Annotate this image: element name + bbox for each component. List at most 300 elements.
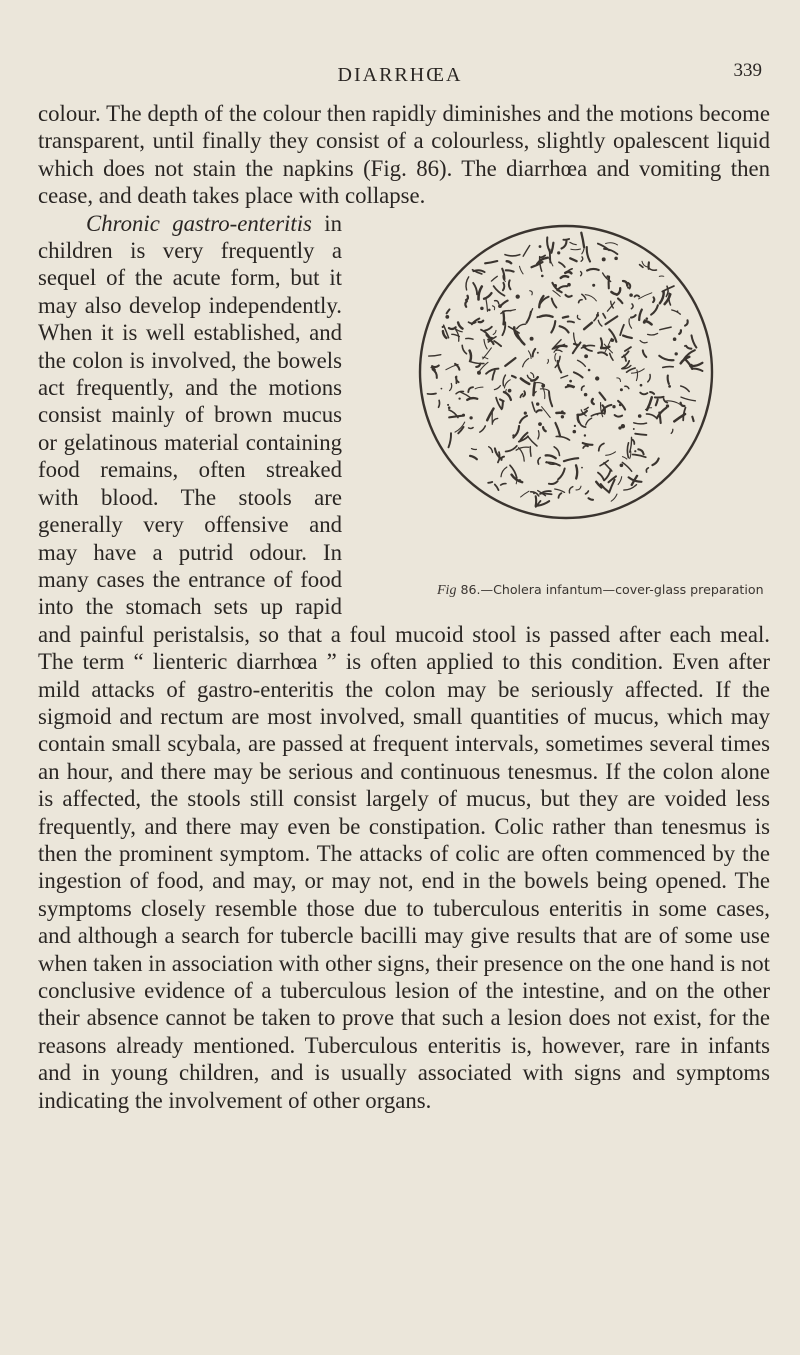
bacillus-mark xyxy=(546,455,556,458)
bacillus-mark xyxy=(551,242,553,252)
bacillus-mark xyxy=(534,383,535,395)
bacillus-mark xyxy=(485,326,492,330)
bacillus-mark xyxy=(640,340,647,342)
bacillus-mark xyxy=(624,355,626,361)
bacillus-mark xyxy=(488,482,492,483)
bacillus-mark xyxy=(521,491,529,497)
bacillus-mark xyxy=(555,489,565,492)
bacillus-mark xyxy=(578,360,586,366)
bacillus-mark xyxy=(635,433,646,434)
bacillus-mark xyxy=(648,267,657,270)
coccus-dot xyxy=(442,326,444,328)
bacillus-mark xyxy=(558,361,562,373)
bacillus-mark xyxy=(501,483,506,485)
bacillus-mark xyxy=(495,484,499,490)
bacillus-mark xyxy=(642,261,648,267)
coccus-dot xyxy=(441,387,443,389)
bacillus-mark xyxy=(449,327,456,329)
coccus-dot xyxy=(567,283,571,287)
bacillus-mark xyxy=(643,350,647,357)
cover-glass-outline xyxy=(420,226,712,518)
coccus-dot xyxy=(557,251,560,254)
bacillus-mark xyxy=(640,392,647,394)
bacillus-mark xyxy=(582,247,584,254)
bacillus-mark xyxy=(531,372,534,377)
bacillus-mark xyxy=(470,456,477,459)
bacillus-mark xyxy=(449,433,452,447)
coccus-dot xyxy=(458,397,460,399)
bacillus-mark xyxy=(580,422,586,426)
coccus-dot xyxy=(536,402,539,405)
bacillus-mark xyxy=(509,280,511,289)
bacillus-mark xyxy=(660,327,671,330)
bacillus-mark xyxy=(581,256,583,261)
bacillus-mark xyxy=(517,324,526,329)
bacillus-mark xyxy=(506,270,514,271)
coccus-dot xyxy=(638,414,642,418)
bacillus-mark xyxy=(528,350,531,358)
bacillus-mark xyxy=(659,355,673,359)
bacillus-mark xyxy=(494,385,500,389)
bacillus-mark xyxy=(521,378,529,383)
coccus-dot xyxy=(684,345,686,347)
coccus-dot xyxy=(620,388,623,391)
bacillus-mark xyxy=(583,445,588,447)
coccus-dot xyxy=(620,463,624,467)
bacillus-mark xyxy=(520,266,524,274)
coccus-dot xyxy=(602,257,606,261)
bacillus-mark xyxy=(566,295,572,297)
bacillus-mark xyxy=(503,311,504,324)
bacillus-mark xyxy=(660,291,664,303)
bacillus-mark xyxy=(543,427,546,431)
bacillus-mark xyxy=(566,386,574,387)
bacillus-mark xyxy=(574,372,583,377)
bacillus-mark xyxy=(692,416,693,420)
bacillus-mark xyxy=(500,399,504,401)
bacillus-mark xyxy=(557,286,567,290)
bacillus-mark xyxy=(568,321,574,322)
bacillus-mark xyxy=(650,392,654,394)
bacillus-mark xyxy=(611,494,617,501)
bacillus-mark xyxy=(623,335,632,337)
bacillus-mark xyxy=(623,456,627,458)
bacillus-mark xyxy=(620,324,624,334)
bacillus-mark xyxy=(627,442,628,457)
bacillus-mark xyxy=(624,484,637,490)
bacillus-mark xyxy=(648,374,650,381)
coccus-dot xyxy=(536,316,538,318)
bacillus-mark xyxy=(587,247,590,261)
bacillus-mark xyxy=(570,242,576,244)
coccus-dot xyxy=(569,379,572,382)
bacillus-mark xyxy=(622,462,631,471)
coccus-dot xyxy=(574,424,576,426)
coccus-dot xyxy=(524,411,527,414)
bacillus-mark xyxy=(472,448,477,449)
bacillus-mark xyxy=(652,458,658,465)
bacillus-mark xyxy=(520,415,527,422)
chronic-gastro-enteritis-term: Chronic gastro-enteritis xyxy=(86,210,312,236)
bacillus-mark xyxy=(581,232,584,247)
bacillus-mark xyxy=(466,295,468,299)
bacillus-mark xyxy=(531,377,538,381)
bacillus-mark xyxy=(484,339,487,348)
coccus-dot xyxy=(673,337,677,341)
bacillus-mark xyxy=(583,443,593,445)
bacillus-mark xyxy=(589,498,594,500)
bacillus-mark xyxy=(655,397,664,398)
bacillus-mark xyxy=(530,446,531,456)
coccus-dot xyxy=(619,403,622,406)
bacillus-mark xyxy=(506,446,517,452)
bacillus-mark xyxy=(635,295,640,296)
bacillus-mark xyxy=(540,388,549,390)
bacillus-mark xyxy=(610,353,613,360)
bacillus-mark xyxy=(564,458,578,461)
bacillus-mark xyxy=(549,391,552,406)
bacillus-mark xyxy=(599,443,604,450)
bacillus-mark xyxy=(504,392,511,400)
bacillus-mark xyxy=(631,304,633,309)
bacillus-mark xyxy=(585,348,592,351)
bacillus-mark xyxy=(540,315,553,316)
bacillus-mark xyxy=(576,465,577,478)
bacillus-mark xyxy=(556,350,562,352)
coccus-dot xyxy=(530,336,534,340)
bacillus-mark xyxy=(592,399,594,404)
coccus-dot xyxy=(561,410,564,413)
bacillus-mark xyxy=(581,271,582,275)
bacillus-mark xyxy=(570,258,576,261)
bacillus-mark xyxy=(467,398,477,400)
bacillus-mark xyxy=(582,386,585,390)
bacillus-mark xyxy=(598,352,607,355)
bacillus-mark xyxy=(466,277,469,290)
bacillus-mark xyxy=(429,354,441,355)
bacillus-mark xyxy=(542,493,552,494)
bacillus-mark xyxy=(536,410,541,412)
bacillus-mark xyxy=(571,249,581,250)
bacillus-mark xyxy=(639,292,652,298)
coccus-dot xyxy=(582,344,586,348)
coccus-dot xyxy=(469,416,472,419)
bacillus-mark xyxy=(627,368,636,372)
paragraph-1-text: colour. The depth of the colour then rapidly diminishes and the motions become transparent, until finally they consist of a colourless, slightly opalescent liquid which does not stain the napkins (Fig. 86). The diarrhœa and vomiting then cease, and death takes place with collapse. xyxy=(38,101,770,209)
bacillus-mark xyxy=(501,467,507,477)
bacillus-mark xyxy=(505,358,515,366)
bacillus-mark xyxy=(550,249,551,262)
bacillus-mark xyxy=(659,412,660,422)
coccus-dot xyxy=(447,403,449,405)
bacillus-mark xyxy=(579,299,582,302)
bacillus-mark xyxy=(666,286,668,296)
coccus-dot xyxy=(538,422,542,426)
bacillus-mark xyxy=(636,370,637,381)
running-head: DIARRHŒA xyxy=(337,64,463,86)
bacillus-mark xyxy=(495,300,499,303)
bacillus-mark xyxy=(577,315,580,319)
page-number: 339 xyxy=(733,60,762,81)
coccus-dot xyxy=(448,406,451,409)
paragraph-1 xyxy=(38,100,770,210)
bacillus-mark xyxy=(625,386,629,388)
bacillus-mark xyxy=(679,330,681,334)
coccus-dot xyxy=(584,354,588,358)
bacillus-mark xyxy=(530,290,533,294)
bacillus-mark xyxy=(600,392,606,399)
coccus-dot xyxy=(539,245,542,248)
bacillus-mark xyxy=(520,394,522,398)
bacillus-mark xyxy=(681,386,690,392)
bacillus-mark xyxy=(485,261,497,263)
bacillus-mark xyxy=(493,418,498,422)
coccus-dot xyxy=(611,338,615,342)
bacillus-mark xyxy=(638,449,643,454)
coccus-dot xyxy=(633,428,635,430)
bacillus-mark xyxy=(493,330,496,334)
bacilli-strokes xyxy=(428,232,703,506)
bacillus-mark xyxy=(561,375,568,378)
coccus-dot xyxy=(646,317,649,320)
bacillus-mark xyxy=(523,245,530,256)
bacillus-mark xyxy=(486,368,498,373)
bacillus-mark xyxy=(503,282,504,290)
bacillus-mark xyxy=(542,406,551,417)
bacillus-mark xyxy=(505,254,520,255)
bacillus-mark xyxy=(473,283,477,294)
bacillus-mark xyxy=(480,426,486,432)
bacillus-mark xyxy=(586,491,589,494)
coccus-dot xyxy=(573,429,577,433)
bacillus-mark xyxy=(585,294,596,300)
coccus-dot xyxy=(677,310,679,312)
bacillus-mark xyxy=(458,322,462,328)
bacillus-mark xyxy=(507,261,511,263)
bacillus-mark xyxy=(446,364,458,369)
bacillus-mark xyxy=(601,338,602,348)
bacillus-mark xyxy=(447,309,450,313)
bacillus-mark xyxy=(559,262,565,267)
bacillus-mark xyxy=(536,496,537,506)
bacillus-mark xyxy=(606,242,618,244)
coccus-dot xyxy=(516,294,520,298)
bacillus-mark xyxy=(530,308,532,314)
figure-86 xyxy=(354,220,790,598)
bacillus-mark xyxy=(653,297,654,302)
bacillus-mark xyxy=(512,376,516,378)
bacillus-mark xyxy=(533,349,536,357)
coccus-dot xyxy=(480,306,483,309)
bacillus-mark xyxy=(576,486,581,490)
coccus-dot xyxy=(445,315,449,319)
bacillus-mark xyxy=(598,472,604,480)
bacillus-mark xyxy=(606,316,618,324)
page-header xyxy=(0,60,800,94)
bacillus-mark xyxy=(428,393,437,394)
bacillus-mark xyxy=(538,457,540,464)
bacillus-mark xyxy=(475,387,483,389)
bacillus-mark xyxy=(551,321,555,332)
bacillus-mark xyxy=(558,468,565,479)
coccus-dot xyxy=(498,304,502,308)
bacillus-mark xyxy=(554,446,559,455)
bacillus-mark xyxy=(523,358,529,366)
bacillus-mark xyxy=(615,415,623,417)
coccus-dot xyxy=(508,388,512,392)
coccus-dot xyxy=(488,308,491,311)
coccus-dot xyxy=(554,284,557,287)
coccus-dot xyxy=(689,363,693,367)
coccus-dot xyxy=(455,376,457,378)
bacillus-mark xyxy=(663,366,673,367)
bacillus-mark xyxy=(504,379,510,387)
bacillus-mark xyxy=(668,375,669,383)
bacillus-mark xyxy=(598,320,602,326)
coccus-dot xyxy=(541,274,544,277)
coccus-dot xyxy=(584,434,586,436)
coccus-dot xyxy=(640,383,643,386)
coccus-dot xyxy=(606,275,609,278)
bacillus-mark xyxy=(640,264,643,267)
bacillus-mark xyxy=(587,269,599,271)
bacillus-mark xyxy=(645,320,652,324)
bacillus-mark xyxy=(495,448,502,459)
bacillus-mark xyxy=(479,320,484,321)
bacillus-mark xyxy=(555,423,560,437)
figure-caption xyxy=(389,576,764,604)
bacillus-mark xyxy=(629,318,632,327)
bacillus-mark xyxy=(492,370,494,379)
paragraph-2 xyxy=(38,210,770,1114)
bacillus-mark xyxy=(606,451,616,455)
bacillus-mark xyxy=(656,399,658,405)
coccus-dot xyxy=(462,413,465,416)
bacillus-mark xyxy=(562,241,567,249)
bacillus-mark xyxy=(491,276,497,281)
bacillus-mark xyxy=(633,439,635,443)
bacillus-mark xyxy=(523,391,525,396)
bacillus-mark xyxy=(466,338,473,339)
coccus-dot xyxy=(629,293,633,297)
coccus-dot xyxy=(643,320,646,323)
bacillus-mark xyxy=(470,361,484,363)
bacillus-mark xyxy=(450,383,452,390)
bacillus-mark xyxy=(604,248,617,253)
bacillus-mark xyxy=(556,436,569,440)
bacillus-mark xyxy=(556,412,564,413)
coccus-dot xyxy=(533,492,535,494)
bacillus-mark xyxy=(538,430,539,438)
bacillus-mark xyxy=(681,402,685,405)
body-text xyxy=(38,100,770,1114)
bacillus-mark xyxy=(465,301,467,307)
figure-caption-text: 86.—Cholera infantum—cover-glass preparation xyxy=(456,581,764,597)
bacillus-mark xyxy=(449,415,463,417)
bacillus-mark xyxy=(547,359,548,363)
coccus-dot xyxy=(588,368,591,371)
bacillus-mark xyxy=(565,271,571,272)
bacillus-mark xyxy=(630,437,632,452)
bacillus-mark xyxy=(623,281,627,286)
coccus-dot xyxy=(541,384,545,388)
bacillus-mark xyxy=(671,429,673,433)
bacillus-mark xyxy=(559,493,562,498)
coccus-dot xyxy=(634,450,636,452)
bacillus-mark xyxy=(672,310,681,314)
bacillus-mark xyxy=(646,467,648,471)
bacillus-mark xyxy=(647,414,656,417)
cover-glass-illustration xyxy=(414,220,718,524)
coccus-dot xyxy=(584,392,588,396)
bacillus-mark xyxy=(502,401,503,408)
bacillus-mark xyxy=(469,427,474,428)
bacillus-mark xyxy=(519,447,525,460)
coccus-dot xyxy=(561,415,564,418)
bacillus-mark xyxy=(603,313,606,317)
bacillus-mark xyxy=(561,276,568,278)
coccus-dot xyxy=(666,404,669,407)
figure-caption-label: Fig xyxy=(437,582,457,598)
bacillus-mark xyxy=(578,415,579,422)
bacillus-mark xyxy=(586,418,592,425)
bacillus-mark xyxy=(486,299,488,311)
coccus-dot xyxy=(675,352,678,355)
bacillus-mark xyxy=(604,469,610,480)
coccus-dot xyxy=(595,376,599,380)
coccus-dot xyxy=(668,385,671,388)
bacillus-mark xyxy=(648,333,658,335)
coccus-dot xyxy=(592,283,595,286)
bacillus-mark xyxy=(532,402,535,411)
bacillus-mark xyxy=(478,286,481,299)
bacillus-mark xyxy=(617,288,620,295)
bacillus-mark xyxy=(492,305,494,309)
bacillus-mark xyxy=(549,481,558,484)
coccus-dot xyxy=(627,286,629,288)
bacillus-mark xyxy=(555,353,556,361)
coccus-dot xyxy=(621,424,625,428)
bacillus-mark xyxy=(468,387,473,392)
bacillus-mark xyxy=(487,334,493,338)
bacillus-mark xyxy=(651,305,658,315)
bacillus-mark xyxy=(494,341,501,346)
bacillus-mark xyxy=(611,292,616,294)
bacillus-mark xyxy=(563,239,569,240)
bacillus-mark xyxy=(527,375,530,379)
coccus-dot xyxy=(596,313,599,316)
bacillus-mark xyxy=(569,486,572,492)
coccus-dot xyxy=(612,405,615,408)
bacillus-mark xyxy=(617,378,621,382)
bacillus-mark xyxy=(681,397,695,401)
bacillus-mark xyxy=(584,407,588,409)
coccus-dot xyxy=(477,370,481,374)
bacillus-mark xyxy=(470,350,471,361)
bacillus-mark xyxy=(560,326,569,332)
bacillus-mark xyxy=(686,345,691,348)
bacillus-mark xyxy=(618,476,622,484)
bacillus-mark xyxy=(692,335,697,347)
bacillus-mark xyxy=(563,316,568,317)
bacillus-mark xyxy=(625,347,631,351)
bacillus-mark xyxy=(439,400,440,407)
bacillus-mark xyxy=(685,320,688,325)
coccus-dot xyxy=(518,479,521,482)
paragraph-2-text: in children is very frequently a sequel of the acute form, but it may also develop independently. When it is well established, and the colon is involved, the bowels act frequently, and the motions consist mainly of brown mucus or gelatinous material containing food remains, often streaked with blood. The stools are generally very offensive and may have a putrid odour. In many cases the entrance of food into the stomach sets up rapid and painful peristalsis, so that a foul mucoid stool is passed after each meal. The term “ lienteric diarrhœa ” is often applied to this condition. Even after mild attacks of gastro-enteritis the colon may be seriously affected. If the sigmoid and rectum are most involved, small quantities of mucus, which may contain small scybala, are passed at frequent intervals, sometimes several times an hour, and there may be serious and continuous tenesmus. If the colon alone is affected, the stools still consist largely of mucus, but they are voided less frequently, and there may even be constipation. Colic rather than tenesmus is then the prominent symptom. The attacks of colic are often commenced by the ingestion of food, and may, or may not, end in the bowels being opened. The symptoms closely resemble those due to tuberculous enteritis in some cases, and although a search for tubercle bacilli may give results that are of some use when taken in association with other signs, their presence on the one hand is not conclusive evidence of a tuberculous lesion of the intestine, and on the other their absence cannot be taken to prove that such a lesion does not exist, for the reasons already mentioned. Tuberculous enteritis is, however, rare in infants and in young children, and is usually associated with signs and symptoms indicating the involvement of other organs. xyxy=(38,210,770,1113)
bacillus-mark xyxy=(528,436,537,446)
coccus-dot xyxy=(581,466,583,468)
